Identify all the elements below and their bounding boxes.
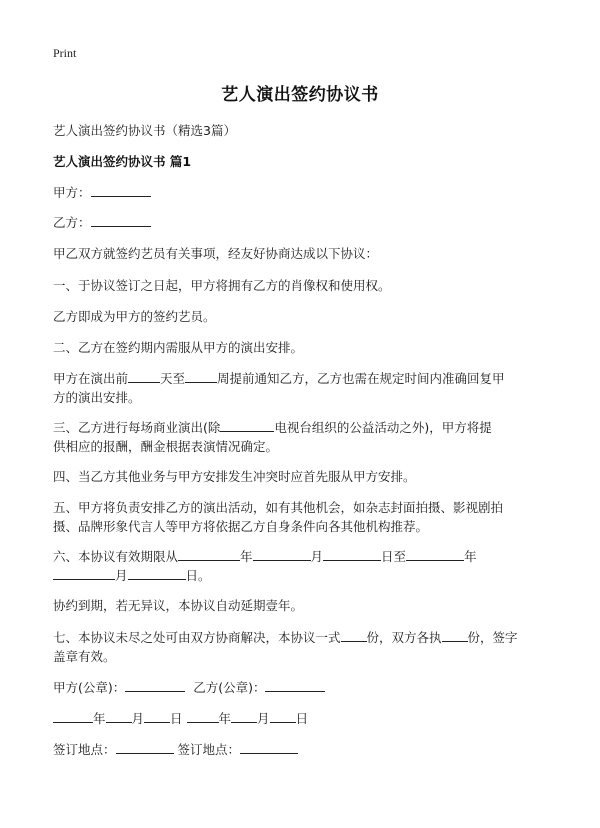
clause-7-text-1: 七、本协议未尽之处可由双方协商解决，本协议一式 (53, 630, 341, 645)
clause-3 (53, 418, 553, 437)
clause-3-line-2: 供相应的报酬，酬金根据表演情况确定。 (53, 439, 279, 454)
date-b-day-unit: 日 (295, 711, 309, 726)
clause-2-detail-line-2: 方的演出安排。 (53, 390, 141, 405)
party-a-label: 甲方： (53, 185, 91, 200)
clause-7 (53, 628, 553, 647)
clause-6 (53, 547, 553, 566)
document-title: 艺人演出签约协议书 (221, 85, 379, 105)
date-b-year-blank (187, 709, 219, 723)
end-day-blank (128, 566, 186, 580)
clause-6-year-2: 年 (464, 549, 477, 564)
clause-2-text-1: 甲方在演出前 (53, 371, 129, 386)
clause-6-month: 月 (310, 549, 324, 564)
date-a-day-unit: 日 (170, 711, 183, 726)
clause-7-text-3: 份，签字 (467, 630, 518, 645)
party-a-seal-label: 甲方(公章)： (53, 680, 126, 695)
clause-6-note: 协约到期，若无异议，本协议自动延期壹年。 (53, 598, 304, 613)
party-b-label: 乙方： (53, 215, 91, 230)
intro-paragraph: 甲乙双方就签约艺员有关事项，经友好协商达成以下协议： (53, 246, 379, 261)
date-a-year-unit: 年 (93, 711, 106, 726)
seal-line (53, 678, 553, 697)
clause-2-detail (53, 369, 553, 388)
clause-6-month-2: 月 (115, 568, 128, 583)
copies-total-blank (341, 628, 367, 642)
clause-6-day-end: 日。 (185, 568, 211, 583)
date-b-month-unit: 月 (257, 711, 270, 726)
signing-place-line (53, 740, 553, 759)
start-day-blank (323, 547, 381, 561)
start-year-blank (178, 547, 240, 561)
tv-station-blank (220, 418, 274, 432)
print-link[interactable]: Print (53, 46, 77, 60)
party-a-blank (91, 183, 151, 197)
signing-place-a-blank (116, 740, 174, 754)
date-a-year-blank (53, 709, 93, 723)
signing-date-line (53, 709, 553, 728)
signing-place-b-blank (240, 740, 298, 754)
document-subtitle: 艺人演出签约协议书（精选3篇） (53, 123, 236, 138)
clause-6-prefix: 六、本协议有效期限从 (53, 549, 179, 564)
date-a-day-blank (144, 709, 170, 723)
clause-6-day-to: 日至 (381, 549, 407, 564)
party-b-seal-blank (265, 678, 325, 692)
date-b-day-blank (270, 709, 296, 723)
clause-3-text-1: 三、乙方进行每场商业演出(除 (53, 420, 221, 435)
party-a-line (53, 183, 553, 202)
clause-2-text-3: 周提前通知乙方，乙方也需在规定时间内准确回复甲 (217, 371, 505, 386)
clause-2-text-2: 天至 (160, 371, 186, 386)
clause-5-line-2: 摄、品牌形象代言人等甲方将依据乙方自身条件向各其他机构推荐。 (53, 519, 429, 534)
end-month-blank (53, 566, 115, 580)
notice-weeks-blank (185, 369, 217, 383)
clause-1-note: 乙方即成为甲方的签约艺员。 (53, 309, 216, 324)
date-b-year-unit: 年 (218, 711, 232, 726)
party-b-line (53, 213, 553, 232)
clause-6-year: 年 (240, 549, 253, 564)
start-month-blank (253, 547, 311, 561)
section-heading: 艺人演出签约协议书 篇1 (53, 154, 192, 169)
signing-place-label-a: 签订地点： (53, 742, 116, 757)
clause-4: 四、当乙方其他业务与甲方安排发生冲突时应首先服从甲方安排。 (53, 469, 416, 484)
clause-1: 一、于协议签订之日起，甲方将拥有乙方的肖像权和使用权。 (53, 278, 391, 293)
end-year-blank (406, 547, 464, 561)
date-a-month-blank (106, 709, 132, 723)
party-b-seal-label: 乙方(公章)： (193, 680, 266, 695)
clause-6-line-2 (53, 566, 553, 585)
party-a-seal-blank (125, 678, 185, 692)
date-b-month-blank (231, 709, 257, 723)
clause-7-text-2: 份，双方各执 (366, 630, 442, 645)
date-a-month-unit: 月 (131, 711, 145, 726)
party-b-blank (91, 213, 151, 227)
notice-days-blank (128, 369, 160, 383)
clause-3-text-2: 电视台组织的公益活动之外)，甲方将提 (274, 420, 492, 435)
signing-place-label-b: 签订地点： (177, 742, 241, 757)
clause-7-line-2: 盖章有效。 (53, 649, 116, 664)
copies-each-blank (442, 628, 468, 642)
clause-2: 二、乙方在签约期内需服从甲方的演出安排。 (53, 340, 304, 355)
clause-5: 五、甲方将负责安排乙方的演出活动，如有其他机会，如杂志封面拍摄、影视剧拍 (53, 500, 504, 515)
